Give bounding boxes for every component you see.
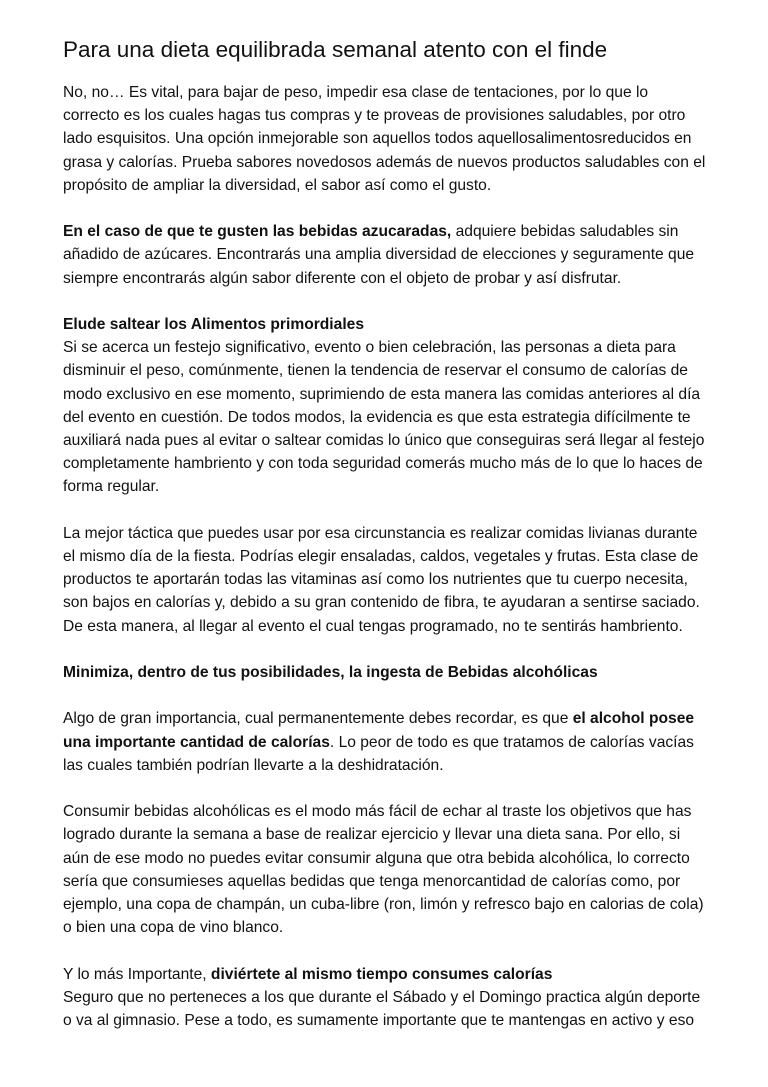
text-line: o va al gimnasio. Pese a todo, es sumamente importante que te mantengas en activo y eso bbox=[63, 1012, 695, 1030]
document-page bbox=[63, 36, 713, 1032]
text-span: Y lo más Importante, bbox=[63, 965, 211, 983]
text-line: o bien una copa de vino blanco. bbox=[63, 919, 284, 937]
text-line: Seguro que no perteneces a los que durante el Sábado y el Domingo practica algún deporte bbox=[63, 988, 701, 1006]
text-line: correcto es los cuales hagas tus compras y te proveas de provisiones saludables, por otro bbox=[63, 107, 686, 125]
text-line: De esta manera, al llegar al evento el cual tengas programado, no te sentirás hambriento. bbox=[63, 617, 683, 635]
section-heading bbox=[63, 313, 713, 336]
text-span: . Lo peor de todo es que tratamos de calorías vacías bbox=[329, 733, 694, 751]
section-diviertete bbox=[63, 963, 713, 1033]
text-span: adquiere bebidas saludables sin bbox=[451, 223, 679, 241]
text-line: logrado durante la semana a base de realizar ejercicio y llevar una dieta sana. Por ello, si bbox=[63, 826, 681, 844]
text-line: el mismo día de la fiesta. Podrías elegir ensaladas, caldos, vegetales y frutas. Esta clase de bbox=[63, 548, 699, 566]
text-line: del evento en cuestión. De todos modos, la evidencia es que esta estrategia difícilmente te bbox=[63, 408, 691, 426]
text-line: La mejor táctica que puedes usar por esa circunstancia es realizar comidas livianas durante bbox=[63, 524, 698, 542]
text-span: Algo de gran importancia, cual permanentemente debes recordar, es que bbox=[63, 710, 573, 728]
text-line: las cuales también podrían llevarte a la deshidratación. bbox=[63, 756, 444, 774]
text-line: siempre encontrarás algún sabor diferente con el objeto de probar y así disfrutar. bbox=[63, 269, 622, 287]
paragraph-2 bbox=[63, 220, 713, 290]
text-line bbox=[63, 707, 713, 730]
heading-text: Minimiza, dentro de tus posibilidades, la ingesta de Bebidas alcohólicas bbox=[63, 664, 598, 682]
text-line: completamente hambriento y con toda seguridad comerás mucho más de lo que lo haces de bbox=[63, 455, 703, 473]
text-line: añadido de azúcares. Encontrarás una amplia diversidad de elecciones y seguramente que bbox=[63, 246, 695, 264]
text-line: grasa y calorías. Prueba sabores novedosos además de nuevos productos saludables con el bbox=[63, 153, 706, 171]
text-line: ejemplo, una copa de champán, un cuba-libre (ron, limón y refresco bajo en calorias de cola) bbox=[63, 896, 704, 914]
section-elude bbox=[63, 313, 713, 499]
bold-text: En el caso de que te gusten las bebidas azucaradas, bbox=[63, 223, 452, 241]
text-line: modo exclusivo en ese momento, suprimiendo de esta manera las comidas anteriores al día bbox=[63, 385, 701, 403]
text-line: aún de ese modo no puedes evitar consumir alguna que otra bebida alcohólica, lo correcto bbox=[63, 849, 690, 867]
text-line: propósito de ampliar la diversidad, el sabor así como el gusto. bbox=[63, 176, 492, 194]
text-line: Si se acerca un festejo significativo, evento o bien celebración, las personas a dieta para bbox=[63, 339, 676, 357]
paragraph-6 bbox=[63, 800, 713, 939]
bold-text: una importante cantidad de calorías bbox=[63, 733, 330, 751]
paragraph-1 bbox=[63, 81, 713, 197]
section-heading bbox=[63, 963, 713, 986]
page-title: Para una dieta equilibrada semanal atento con el finde bbox=[63, 37, 608, 62]
text-line bbox=[63, 220, 713, 243]
text-line: auxiliará nada pues al evitar o saltear comidas lo único que conseguiras será llegar al festejo bbox=[63, 432, 705, 450]
paragraph-4 bbox=[63, 522, 713, 638]
text-line: productos te aportarán todas las vitaminas así como los nutrientes que tu cuerpo necesita, bbox=[63, 571, 688, 589]
paragraph-5 bbox=[63, 707, 713, 777]
text-line: disminuir el peso, comúnmente, tienen la tendencia de reservar el consumo de calorías de bbox=[63, 362, 688, 380]
text-line: sería que consumieses aquellas bedidas que tenga menorcantidad de calorías como, por bbox=[63, 872, 681, 890]
text-line: lado esquisitos. Una opción inmejorable son aquellos todos aquellosalimentosreducidos en bbox=[63, 130, 692, 148]
text-line: No, no… Es vital, para bajar de peso, impedir esa clase de tentaciones, por lo que lo bbox=[63, 84, 649, 101]
text-line: forma regular. bbox=[63, 478, 160, 496]
text-line bbox=[63, 731, 713, 754]
text-line: son bajos en calorías y, debido a su gran contenido de fibra, te ayudaran a sentirse saciado. bbox=[63, 594, 700, 612]
heading-text: Elude saltear los Alimentos primordiales bbox=[63, 316, 364, 333]
text-line: Consumir bebidas alcohólicas es el modo más fácil de echar al traste los objetivos que has bbox=[63, 803, 692, 821]
bold-text: el alcohol posee bbox=[572, 710, 695, 728]
bold-text: diviértete al mismo tiempo consumes calorías bbox=[210, 965, 553, 983]
section-heading bbox=[63, 661, 713, 684]
